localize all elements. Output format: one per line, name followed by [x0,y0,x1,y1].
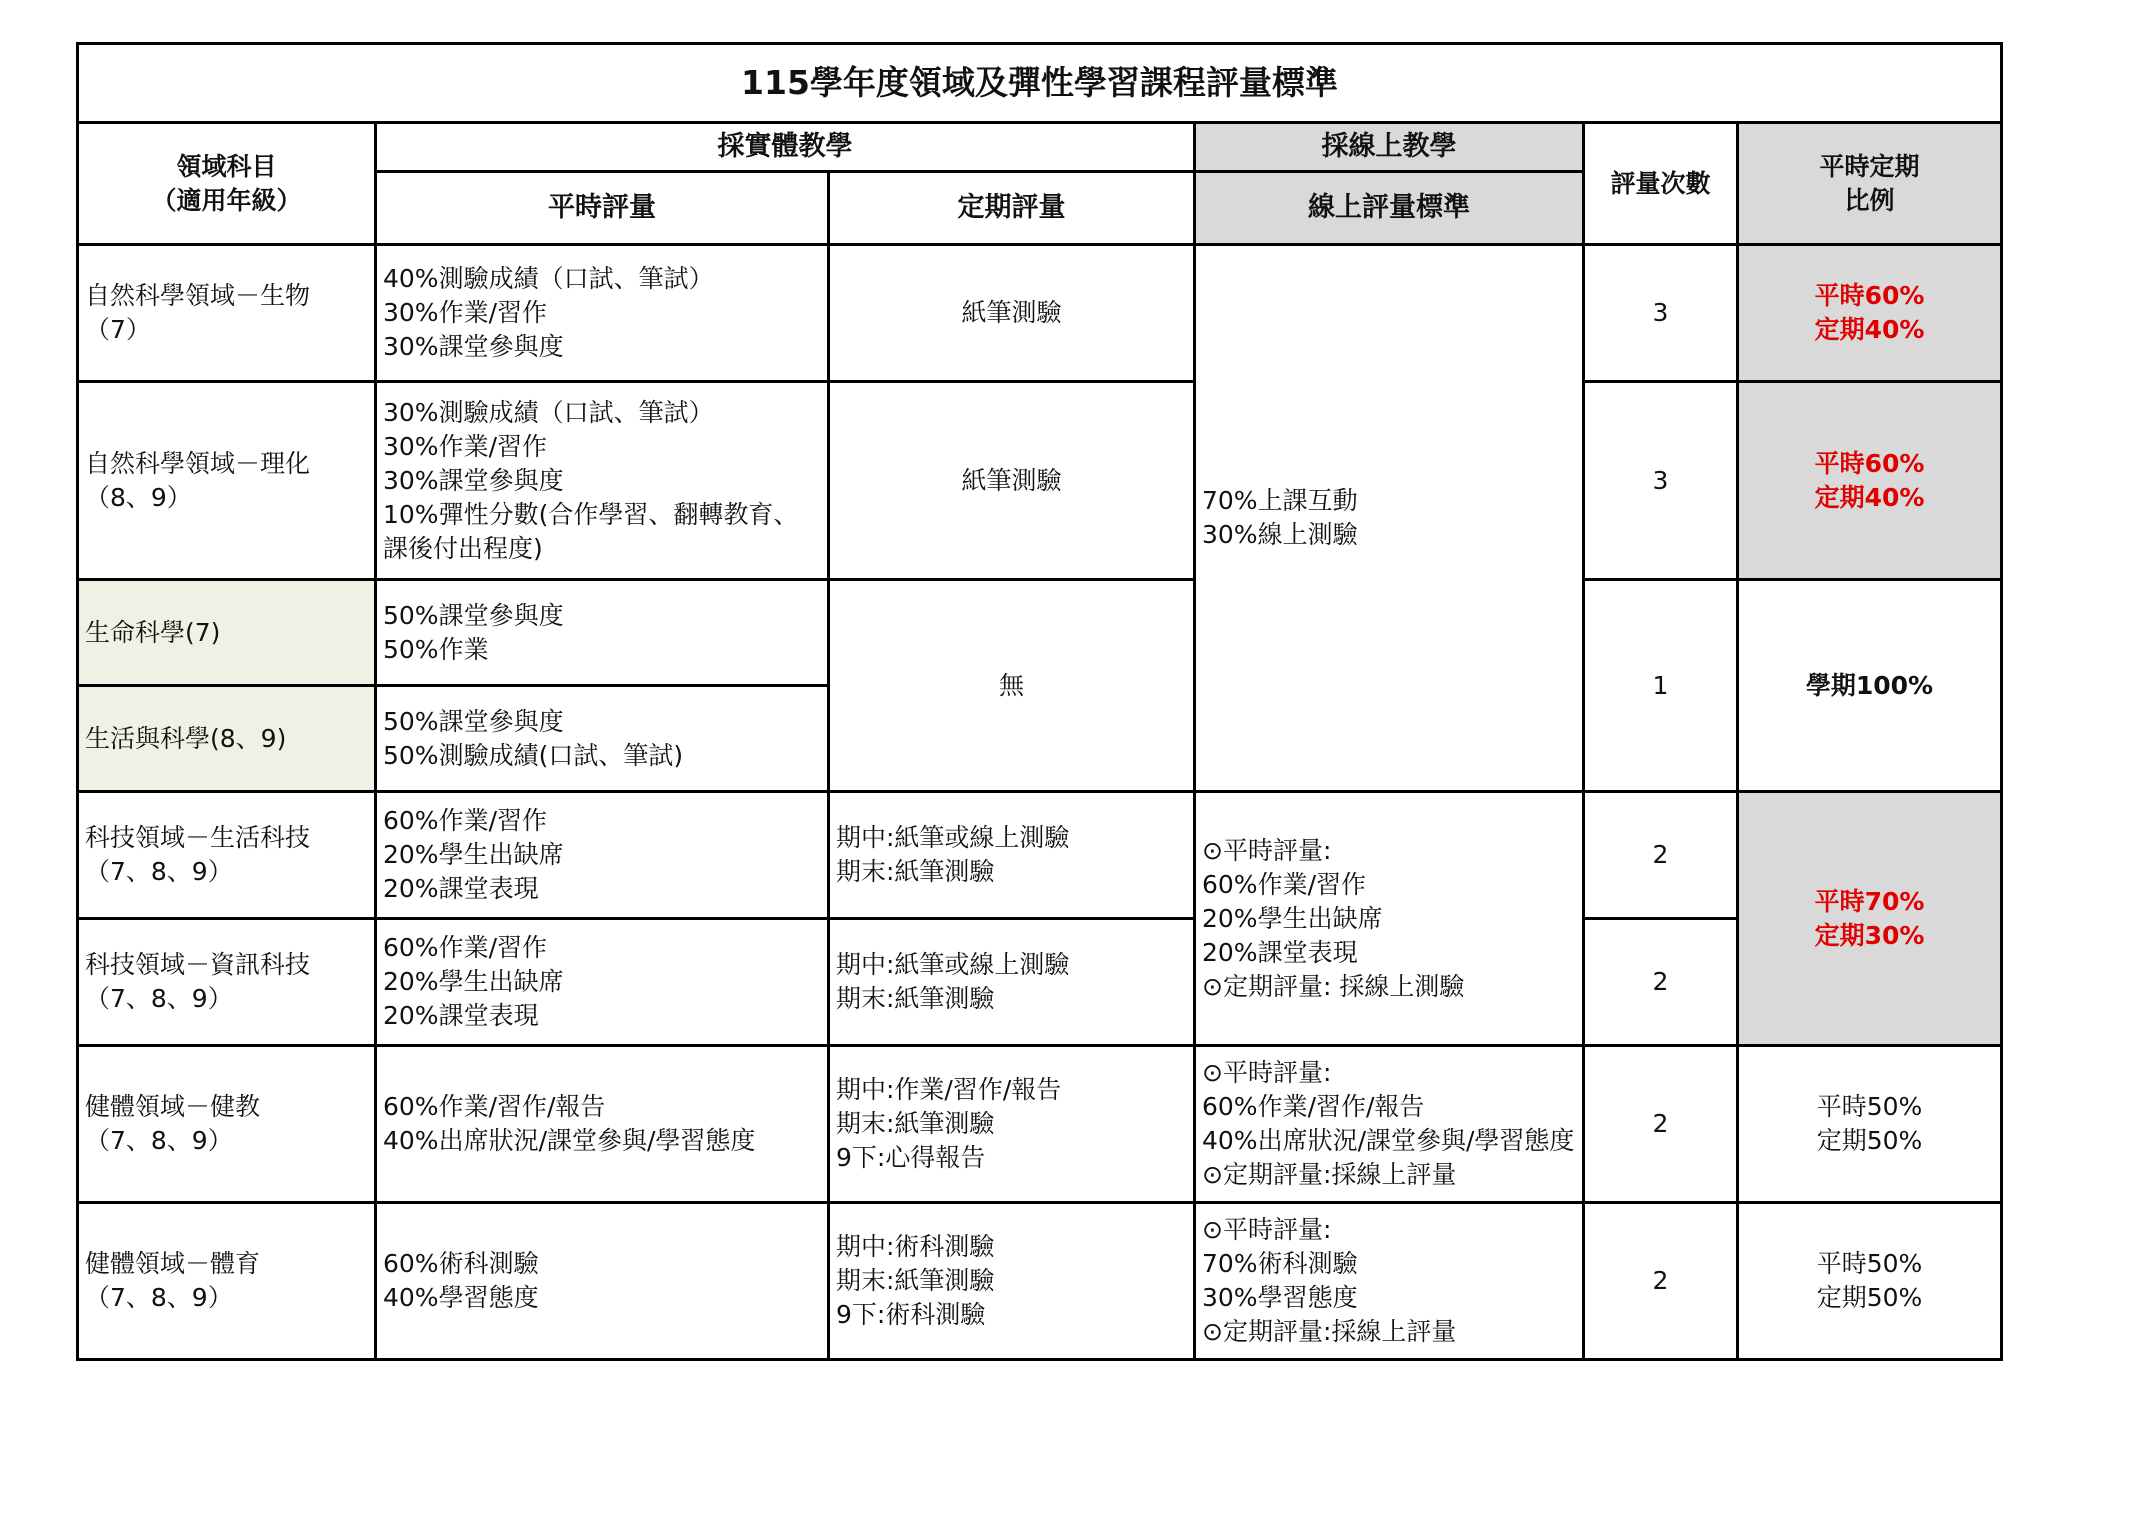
table-row [78,919,2002,1046]
regular-cell: 40%測驗成績（口試、筆試） 30%作業/習作 30%課堂參與度 [376,245,829,382]
subject-cell: 科技領域－資訊科技 （7、8、9） [78,919,376,1046]
ratio-cell: 平時60% 定期40% [1738,245,2002,382]
subject-cell: 科技領域－生活科技 （7、8、9） [78,792,376,919]
header-periodic: 定期評量 [829,172,1195,245]
subject-cell: 自然科學領域－生物 （7） [78,245,376,382]
count-cell: 2 [1584,1046,1738,1203]
online-cell-tech: ⊙平時評量: 60%作業/習作 20%學生出缺席 20%課堂表現 ⊙定期評量: 採線上測驗 [1195,792,1584,1046]
count-cell: 2 [1584,792,1738,919]
periodic-cell: 紙筆測驗 [829,382,1195,580]
ratio-cell: 平時50% 定期50% [1738,1203,2002,1360]
periodic-cell: 期中:作業/習作/報告 期末:紙筆測驗 9下:心得報告 [829,1046,1195,1203]
table-row [78,245,2002,382]
regular-cell: 60%術科測驗 40%學習態度 [376,1203,829,1360]
page-title: 115學年度領域及彈性學習課程評量標準 [78,44,2002,123]
ratio-cell-shared: 學期100% [1738,580,2002,792]
count-cell: 2 [1584,919,1738,1046]
header-regular: 平時評量 [376,172,829,245]
subject-cell: 健體領域－健教 （7、8、9） [78,1046,376,1203]
regular-cell: 30%測驗成績（口試、筆試） 30%作業/習作 30%課堂參與度 10%彈性分數(合作學習、翻轉教育、課後付出程度) [376,382,829,580]
periodic-cell: 期中:術科測驗 期末:紙筆測驗 9下:術科測驗 [829,1203,1195,1360]
subject-cell: 生命科學(7) [78,580,376,686]
subject-cell: 健體領域－體育 （7、8、9） [78,1203,376,1360]
count-cell: 3 [1584,245,1738,382]
evaluation-table [76,42,2003,1361]
table-row [78,580,2002,686]
header-ratio-line1: 平時定期 [1819,151,1920,181]
header-ratio [1738,123,2002,245]
periodic-cell: 紙筆測驗 [829,245,1195,382]
periodic-cell: 期中:紙筆或線上測驗 期末:紙筆測驗 [829,792,1195,919]
header-ratio-line2: 比例 [1844,185,1895,215]
online-cell-science: 70%上課互動 30%線上測驗 [1195,245,1584,792]
header-count: 評量次數 [1584,123,1738,245]
ratio-cell-tech: 平時70% 定期30% [1738,792,2002,1046]
table-row [78,792,2002,919]
header-online: 採線上教學 [1195,123,1584,172]
header-physical: 採實體教學 [376,123,1195,172]
count-cell: 3 [1584,382,1738,580]
count-cell: 2 [1584,1203,1738,1360]
header-subject-line2: （適用年級） [151,185,302,215]
header-online-standard: 線上評量標準 [1195,172,1584,245]
regular-cell: 60%作業/習作 20%學生出缺席 20%課堂表現 [376,919,829,1046]
regular-cell: 60%作業/習作/報告 40%出席狀況/課堂參與/學習態度 [376,1046,829,1203]
online-cell: ⊙平時評量: 70%術科測驗 30%學習態度 ⊙定期評量:採線上評量 [1195,1203,1584,1360]
subject-cell: 自然科學領域－理化 （8、9） [78,382,376,580]
table-row [78,382,2002,580]
header-subject [78,123,376,245]
header-subject-line1: 領域科目 [176,151,277,181]
subject-cell: 生活與科學(8、9) [78,686,376,792]
count-cell-shared: 1 [1584,580,1738,792]
regular-cell: 50%課堂參與度 50%作業 [376,580,829,686]
online-cell: ⊙平時評量: 60%作業/習作/報告 40%出席狀況/課堂參與/學習態度 ⊙定期評量:採線上評量 [1195,1046,1584,1203]
ratio-cell: 平時50% 定期50% [1738,1046,2002,1203]
periodic-cell: 期中:紙筆或線上測驗 期末:紙筆測驗 [829,919,1195,1046]
table-row [78,1046,2002,1203]
regular-cell: 50%課堂參與度 50%測驗成績(口試、筆試) [376,686,829,792]
ratio-cell: 平時60% 定期40% [1738,382,2002,580]
regular-cell: 60%作業/習作 20%學生出缺席 20%課堂表現 [376,792,829,919]
table-row [78,1203,2002,1360]
periodic-cell-shared: 無 [829,580,1195,792]
